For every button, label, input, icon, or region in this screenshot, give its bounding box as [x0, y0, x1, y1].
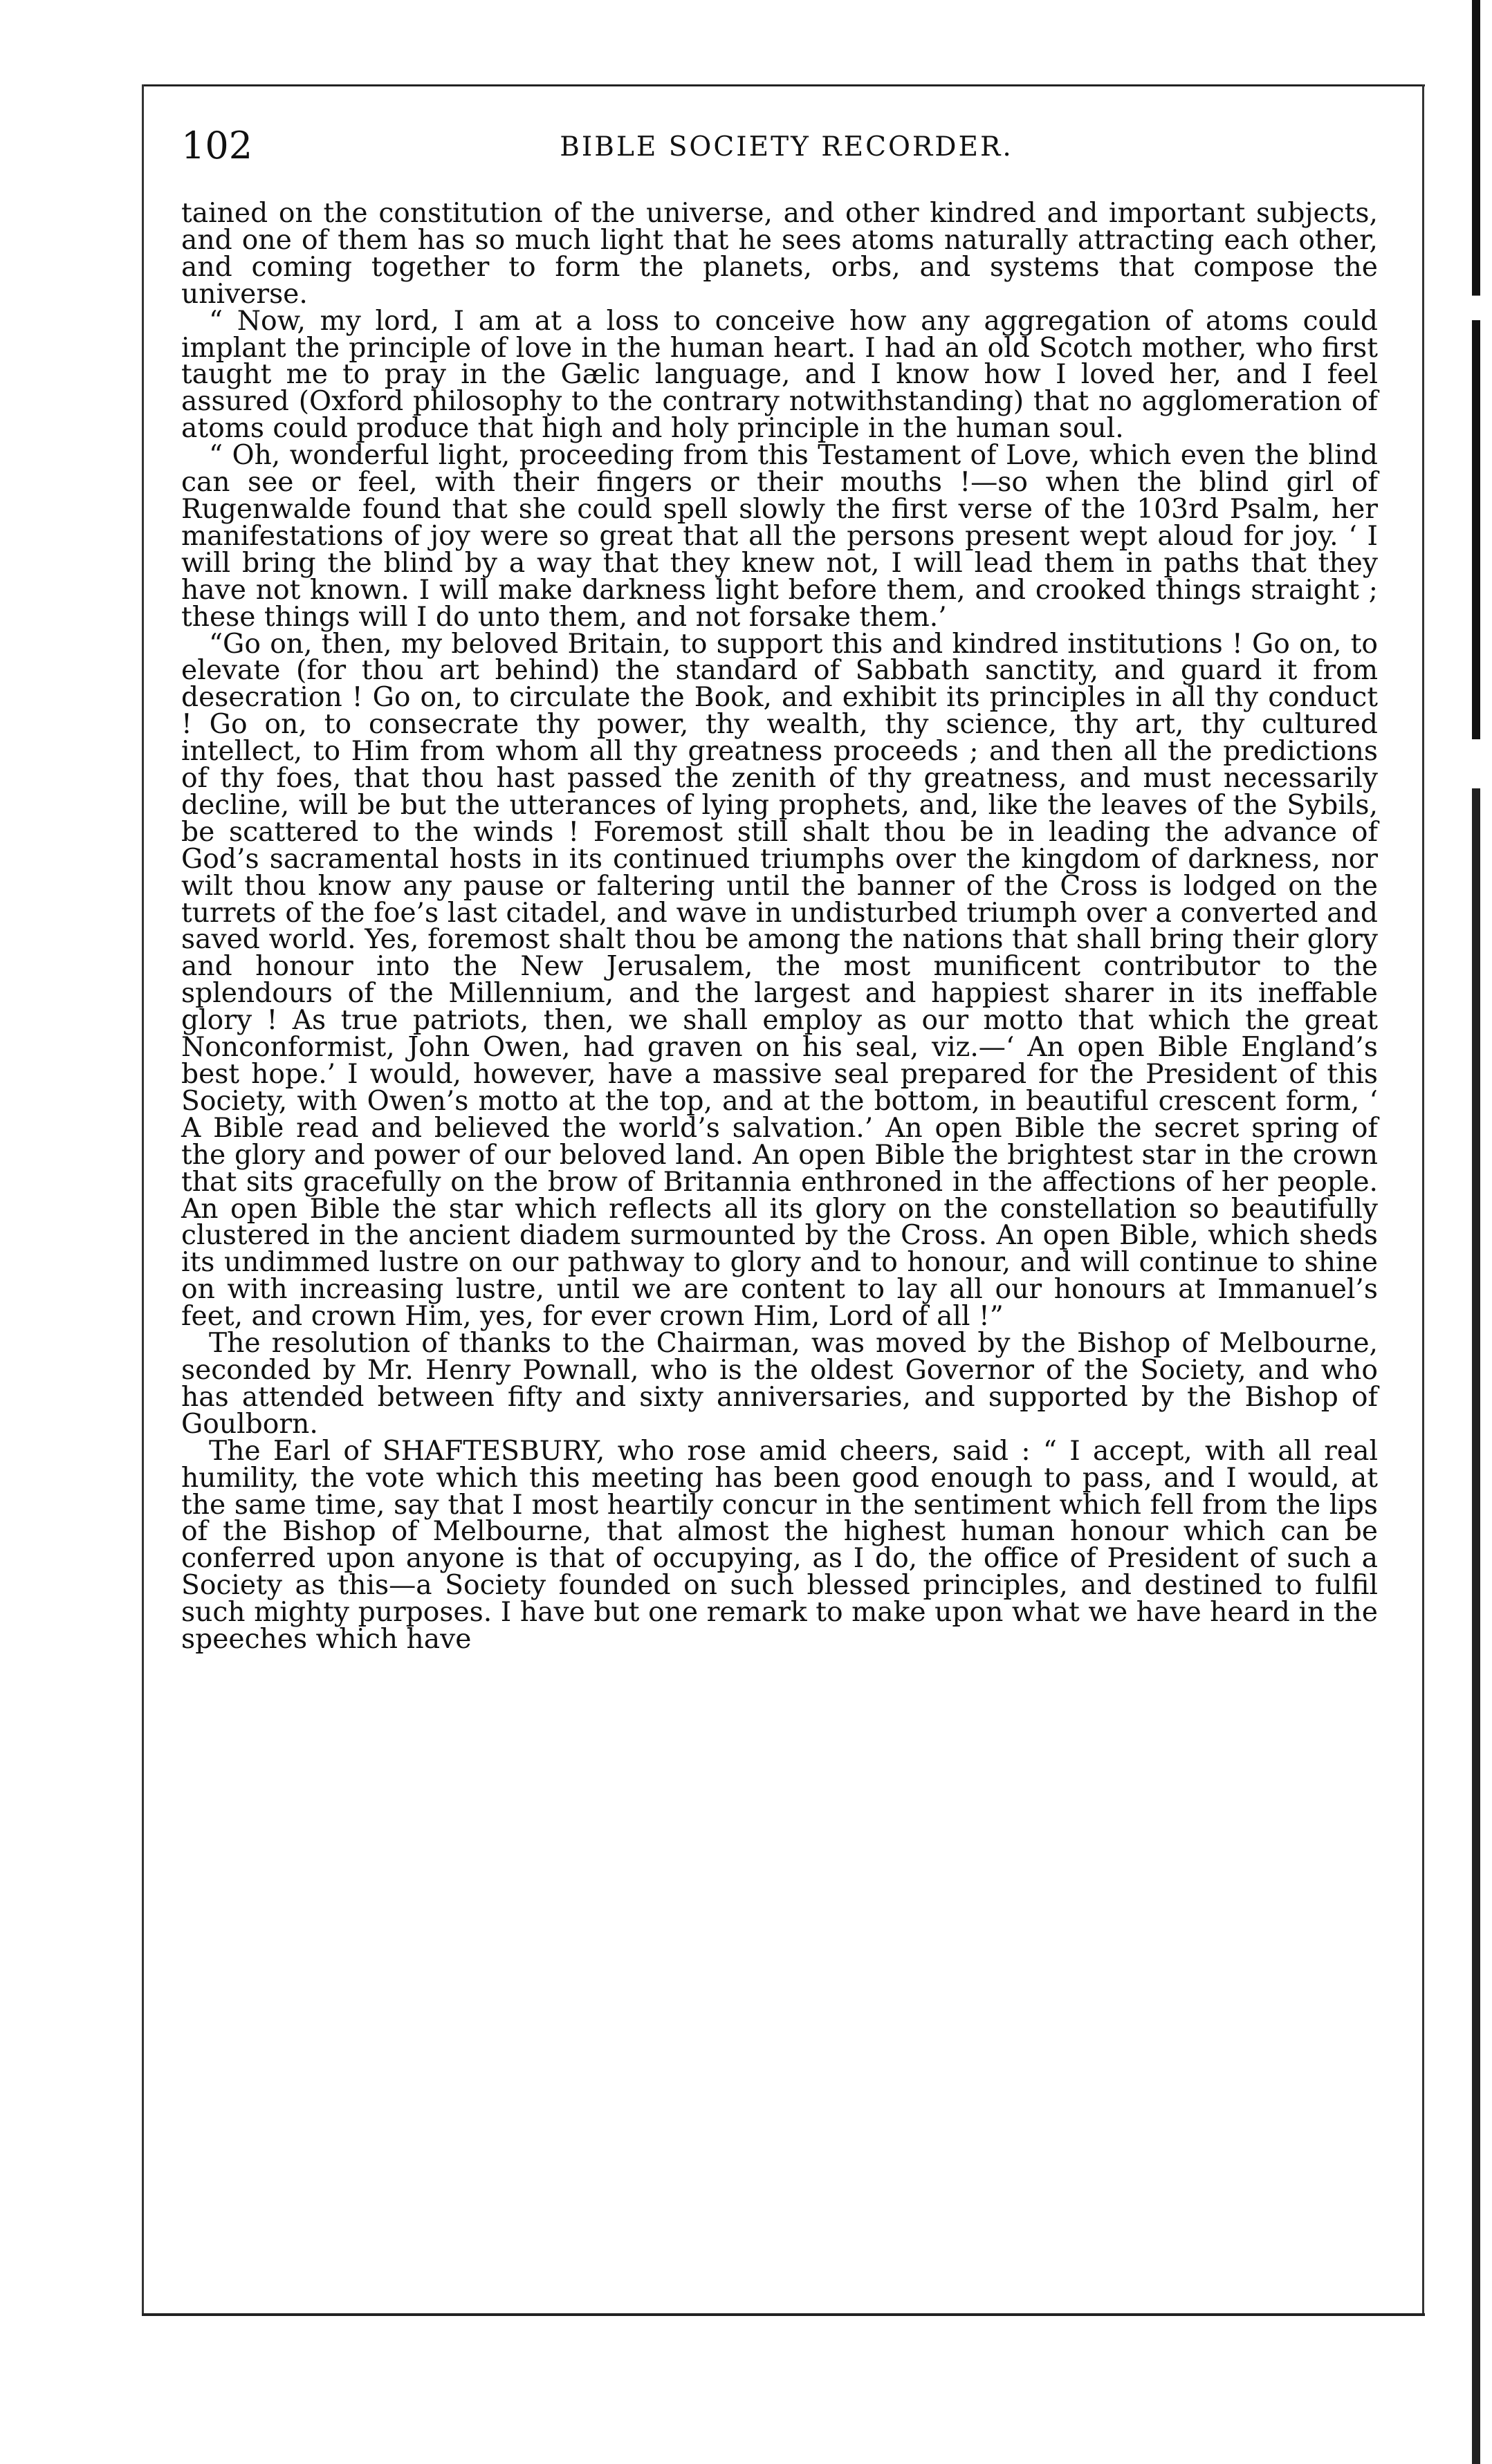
- right-rule: [1422, 84, 1424, 2315]
- paragraph: tained on the constitution of the universe, and other kindred and important subjects, and one of them has so much light that he sees atoms naturally attracting each other, and coming together to form the planets, orbs, and systems that compose the universe.: [181, 198, 1378, 310]
- top-rule: [142, 84, 1425, 86]
- paragraph: The Earl of SHAFTESBURY, who rose amid cheers, said : “ I accept, with all real humility, the vote which this meeting has been good enough to pass, and I would, at the same time, say that I most heartily concur in the sentiment which fell from the lips of the Bishop of Melbourne, that almost the highest human honour which can be conferred upon anyone is that of occupying, as I do, the office of President of such a Society as this—a Society founded on such blessed principles, and destined to fulfil such mighty purposes. I have but one remark to make upon what we have heard in the speeches which have: [181, 1435, 1378, 1656]
- paragraph: The resolution of thanks to the Chairman, was moved by the Bishop of Melbourne, seconded by Mr. Henry Pownall, who is the oldest Governor of the Society, and who has attended between fifty and sixty anniversaries, and supported by the Bishop of Goulborn.: [181, 1328, 1378, 1440]
- scan-edge-mark: [1472, 0, 1480, 2464]
- page-number: 102: [181, 124, 253, 167]
- paragraph: “Go on, then, my beloved Britain, to support this and kindred institutions ! Go on, to elevate (for thou art behind) the standard of Sabbath sanctity, and guard it from desecration ! Go on, to circulate the Book, and exhibit its principles in all thy conduct ! Go on, to consecrate thy power, thy wealth, thy science, thy art, thy cultured intellect, to Him from whom all thy greatness proceeds ; and then all the predictions of thy foes, that thou hast passed the zenith of thy greatness, and must necessarily decline, will be but the utterances of lying prophets, and, like the leaves of the Sybils, be scattered to the winds ! Foremost still shalt thou be in leading the advance of God’s sacramental hosts in its continued triumphs over the kingdom of darkness, nor wilt thou know any pause or faltering until the banner of the Cross is lodged on the turrets of the foe’s last citadel, and wave in undisturbed triumph over a converted and saved world. Yes, foremost shalt thou be among the nations that shall bring their glory and honour into the New Jerusalem, the most munificent contributor to the splendours of the Millennium, and the largest and happiest sharer in its ineffable glory ! As true patriots, then, we shall employ as our motto that which the great Nonconformist, John Owen, had graven on his seal, viz.—‘ An open Bible England’s best hope.’ I would, however, have a massive seal prepared for the President of this Society, with Owen’s motto at the top, and at the bottom, in beautiful crescent form, ‘ A Bible read and believed the world’s salvation.’ An open Bible the secret spring of the glory and power of our beloved land. An open Bible the brightest star in the crown that sits gracefully on the brow of Britannia enthroned in the affections of her people. An open Bible the star which reflects all its glory on the constellation so beautifully clustered in the ancient diadem surmounted by the Cross. An open Bible, which sheds its undimmed lustre on our pathway to glory and to honour, and will continue to shine on with increasing lustre, until we are content to lay all our honours at Immanuel’s feet, and crown Him, yes, for ever crown Him, Lord of all !”: [181, 628, 1378, 1333]
- page-header: [181, 122, 1392, 170]
- running-title: BIBLE SOCIETY RECORDER.: [560, 131, 1013, 163]
- paragraph: “ Oh, wonderful light, proceeding from this Testament of Love, which even the blind can see or feel, with their fingers or their mouths !—so when the blind girl of Rugenwalde found that she could spell slowly the first verse of the 103rd Psalm, her manifestations of joy were so great that all the persons present wept aloud for joy. ‘ I will bring the blind by a way that they knew not, I will lead them in paths that they have not known. I will make darkness light before them, and crooked things straight ; these things will I do unto them, and not forsake them.’: [181, 440, 1378, 633]
- left-rule: [142, 84, 144, 2315]
- paragraph: “ Now, my lord, I am at a loss to conceive how any aggregation of atoms could implant the principle of love in the human heart. I had an old Scotch mother, who first taught me to pray in the Gælic language, and I know how I loved her, and I feel assured (Oxford philosophy to the contrary notwithstanding) that no agglomeration of atoms could produce that high and holy principle in the human soul.: [181, 305, 1378, 445]
- bottom-rule: [142, 2313, 1425, 2316]
- body-text: [181, 198, 1378, 1656]
